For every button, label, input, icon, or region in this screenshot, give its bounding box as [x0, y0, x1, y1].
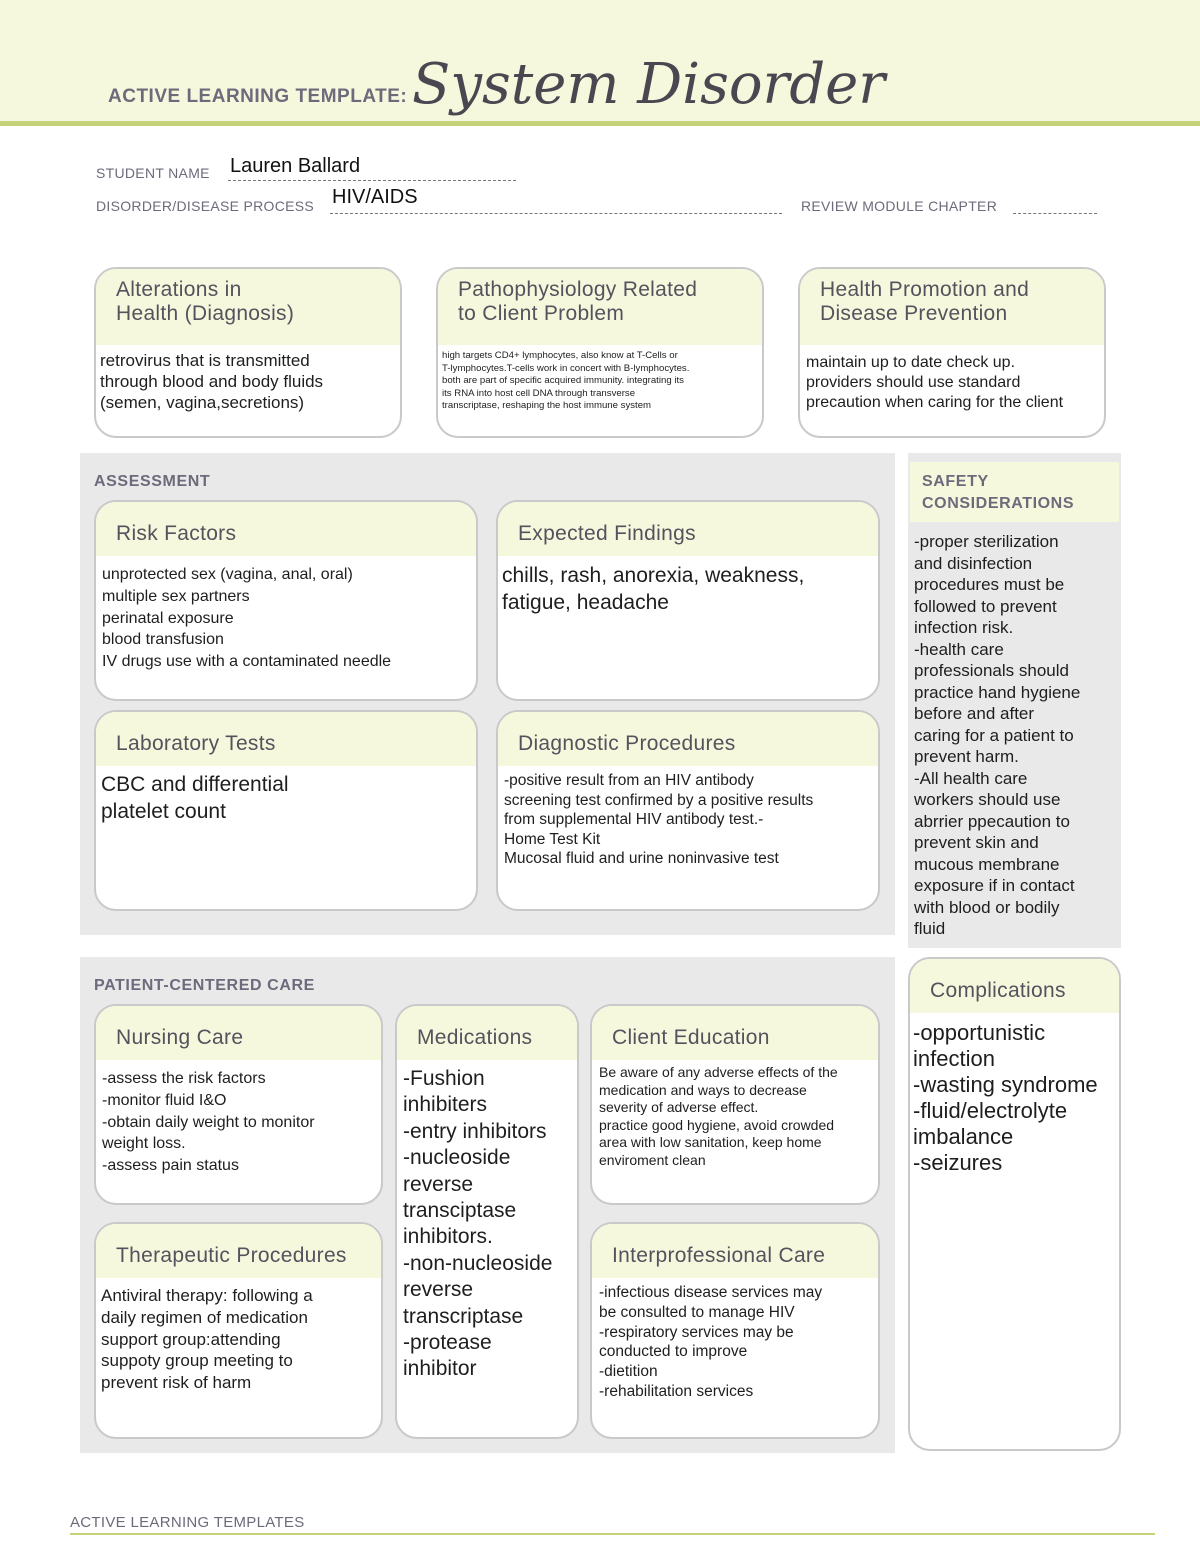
client-education-body[interactable]: Be aware of any adverse effects of the medication and ways to decrease severity of adverse effect. practice good hygiene, avoid crowded area with low sanitation, keep home enviroment clean — [599, 1064, 838, 1168]
medications-body[interactable]: -Fushion inhibiters -entry inhibitors -nucleoside reverse transciptase inhibitors. -non-nucleoside reverse transcriptase -protease inhibitor — [403, 1067, 553, 1381]
pathophysiology-box — [436, 267, 764, 438]
student-name-line — [228, 180, 516, 181]
safety-body[interactable]: -proper sterilization and disinfection procedures must be followed to prevent infection risk. -health care professionals should practice hand hygiene before and after caring for a patient to prevent harm. -All health care workers should use abrrier ppecaution to prevent skin and mucous membrane exposure if in contact with blood or bodily fluid — [914, 532, 1081, 938]
alterations-body[interactable]: retrovirus that is transmitted through blood and body fluids (semen, vagina,secretions) — [100, 351, 324, 412]
client-education-title: Client Education — [592, 1006, 878, 1060]
laboratory-tests-body[interactable]: CBC and differential platelet count — [101, 773, 289, 823]
interprofessional-care-body[interactable]: -infectious disease services may be consulted to manage HIV -respiratory services may be conducted to improve -dietition -rehabilitation services — [599, 1284, 823, 1400]
template-label: ACTIVE LEARNING TEMPLATE: — [108, 86, 408, 107]
alterations-box — [94, 267, 402, 438]
template-title: System Disorder — [412, 52, 886, 117]
diagnostic-procedures-title: Diagnostic Procedures — [498, 712, 878, 766]
interprofessional-care-box — [590, 1222, 880, 1439]
assessment-label: ASSESSMENT — [94, 473, 211, 490]
expected-findings-box — [496, 500, 880, 701]
patient-care-label: PATIENT-CENTERED CARE — [94, 977, 315, 994]
review-chapter-line — [1013, 213, 1097, 214]
footer-divider — [70, 1533, 1155, 1535]
pathophysiology-body[interactable]: high targets CD4+ lymphocytes, also know at T-Cells or T-lymphocytes.T-cells work in concert with B-lymphocytes. both are part of specific acquired immunity. integrating its its RNA into host cell DNA through transverse transcriptase, reshaping the host immune system — [442, 350, 690, 411]
risk-factors-body[interactable]: unprotected sex (vagina, anal, oral) multiple sex partners perinatal exposure blood transfusion IV drugs use with a contaminated needle — [102, 566, 392, 671]
disorder-label: DISORDER/DISEASE PROCESS — [96, 198, 315, 214]
header-divider — [0, 121, 1200, 126]
laboratory-tests-title: Laboratory Tests — [96, 712, 476, 766]
interprofessional-care-title: Interprofessional Care — [592, 1224, 878, 1278]
complications-body[interactable]: -opportunistic infection -wasting syndrome -fluid/electrolyte imbalance -seizures — [913, 1020, 1098, 1175]
diagnostic-procedures-body[interactable]: -positive result from an HIV antibody screening test confirmed by a positive results from supplemental HIV antibody test.- Home Test Kit Mucosal fluid and urine noninvasive test — [504, 772, 814, 867]
alterations-title: Alterations in Health (Diagnosis) — [96, 269, 400, 345]
laboratory-tests-box — [94, 710, 478, 911]
therapeutic-procedures-title: Therapeutic Procedures — [96, 1224, 381, 1278]
footer-label: ACTIVE LEARNING TEMPLATES — [70, 1514, 305, 1531]
client-education-box — [590, 1004, 880, 1205]
diagnostic-procedures-box — [496, 710, 880, 911]
risk-factors-box — [94, 500, 478, 701]
disorder-line — [330, 213, 782, 214]
health-promotion-box — [798, 267, 1106, 438]
nursing-care-title: Nursing Care — [96, 1006, 381, 1060]
health-promotion-body[interactable]: maintain up to date check up. providers should use standard precaution when caring for the client — [806, 354, 1064, 411]
pathophysiology-title: Pathophysiology Related to Client Problem — [438, 269, 762, 345]
student-name-value[interactable]: Lauren Ballard — [230, 155, 361, 177]
review-chapter-label: REVIEW MODULE CHAPTER — [801, 198, 998, 214]
medications-title: Medications — [397, 1006, 577, 1060]
therapeutic-procedures-body[interactable]: Antiviral therapy: following a daily regimen of medication support group:attending suppoty group meeting to prevent risk of harm — [101, 1286, 313, 1393]
student-name-label: STUDENT NAME — [96, 165, 210, 181]
risk-factors-title: Risk Factors — [96, 502, 476, 556]
complications-title: Complications — [910, 959, 1119, 1013]
nursing-care-body[interactable]: -assess the risk factors -monitor fluid I&O -obtain daily weight to monitor weight loss. -assess pain status — [102, 1070, 315, 1175]
complications-box — [908, 957, 1121, 1451]
nursing-care-box — [94, 1004, 383, 1205]
health-promotion-title: Health Promotion and Disease Prevention — [800, 269, 1104, 345]
safety-title: SAFETY CONSIDERATIONS — [910, 462, 1119, 522]
expected-findings-title: Expected Findings — [498, 502, 878, 556]
therapeutic-procedures-box — [94, 1222, 383, 1439]
disorder-value[interactable]: HIV/AIDS — [332, 186, 418, 208]
expected-findings-body[interactable]: chills, rash, anorexia, weakness, fatigue, headache — [502, 564, 805, 614]
medications-box — [395, 1004, 579, 1439]
